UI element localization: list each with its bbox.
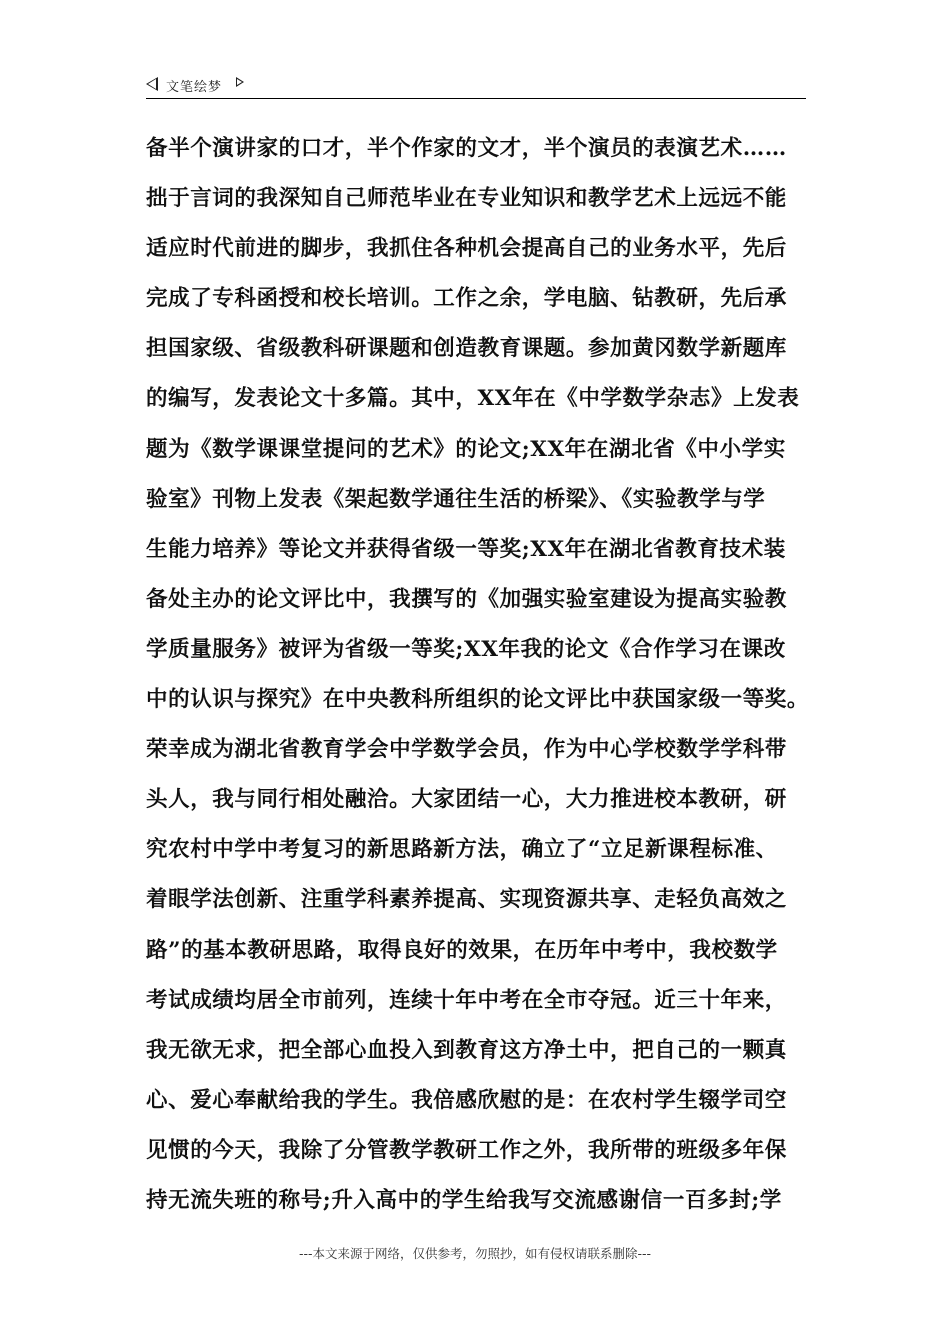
body-line: 适应时代前进的脚步，我抓住各种机会提高自己的业务水平，先后 bbox=[146, 236, 787, 262]
page-header bbox=[146, 76, 806, 99]
body-line: 中的认识与探究》在中央教科所组织的论文评比中获国家级一等奖。 bbox=[146, 687, 810, 713]
body-line: 验室》刊物上发表《架起数学通往生活的桥梁》、《实验教学与学 bbox=[146, 486, 766, 512]
body-line: 见惯的今天，我除了分管教学教研工作之外，我所带的班级多年保 bbox=[146, 1137, 787, 1163]
body-line: 担国家级、省级教科研课题和创造教育课题。参加黄冈数学新题库 bbox=[146, 336, 787, 362]
body-line: 生能力培养》等论文并获得省级一等奖;XX年在湖北省教育技术装 bbox=[146, 536, 786, 562]
triangle-right-icon bbox=[236, 77, 244, 87]
body-line: 心、爱心奉献给我的学生。我倍感欣慰的是：在农村学生辍学司空 bbox=[146, 1087, 787, 1113]
body-line: 究农村中学中考复习的新思路新方法，确立了“立足新课程标准、 bbox=[146, 837, 778, 863]
header-brand: 文笔绘梦 bbox=[166, 80, 223, 95]
body-line: 荣幸成为湖北省教育学会中学数学会员，作为中心学校数学学科带 bbox=[146, 737, 787, 763]
body-line: 的编写，发表论文十多篇。其中，XX年在《中学数学杂志》上发表 bbox=[146, 386, 800, 412]
body-line: 备处主办的论文评比中，我撰写的《加强实验室建设为提高实验教 bbox=[146, 586, 787, 612]
page-footer: ---本文来源于网络，仅供参考，勿照抄，如有侵权请联系删除--- bbox=[298, 1246, 652, 1261]
body-line: 头人，我与同行相处融洽。大家团结一心，大力推进校本教研，研 bbox=[146, 787, 787, 813]
body-line: 考试成绩均居全市前列，连续十年中考在全市夺冠。近三十年来， bbox=[146, 987, 787, 1013]
body-line: 题为《数学课课堂提问的艺术》的论文;XX年在湖北省《中小学实 bbox=[146, 436, 786, 462]
body-line: 完成了专科函授和校长培训。工作之余，学电脑、钻教研，先后承 bbox=[146, 286, 787, 312]
body-line: 备半个演讲家的口才，半个作家的文才，半个演员的表演艺术…… bbox=[146, 136, 787, 161]
body-line: 学质量服务》被评为省级一等奖;XX年我的论文《合作学习在课改 bbox=[146, 636, 786, 662]
body-line: 我无欲无求，把全部心血投入到教育这方净土中，把自己的一颗真 bbox=[146, 1037, 787, 1063]
body-line: 拙于言词的我深知自己师范毕业在专业知识和教学艺术上远远不能 bbox=[146, 186, 787, 212]
triangle-left-icon bbox=[146, 77, 158, 91]
document-body bbox=[146, 134, 826, 1236]
body-line: 持无流失班的称号;升入高中的学生给我写交流感谢信一百多封;学 bbox=[146, 1187, 782, 1213]
body-line: 着眼学法创新、注重学科素养提高、实现资源共享、走轻负高效之 bbox=[146, 887, 787, 913]
body-line: 路”的基本教研思路，取得良好的效果，在历年中考中，我校数学 bbox=[146, 937, 778, 963]
